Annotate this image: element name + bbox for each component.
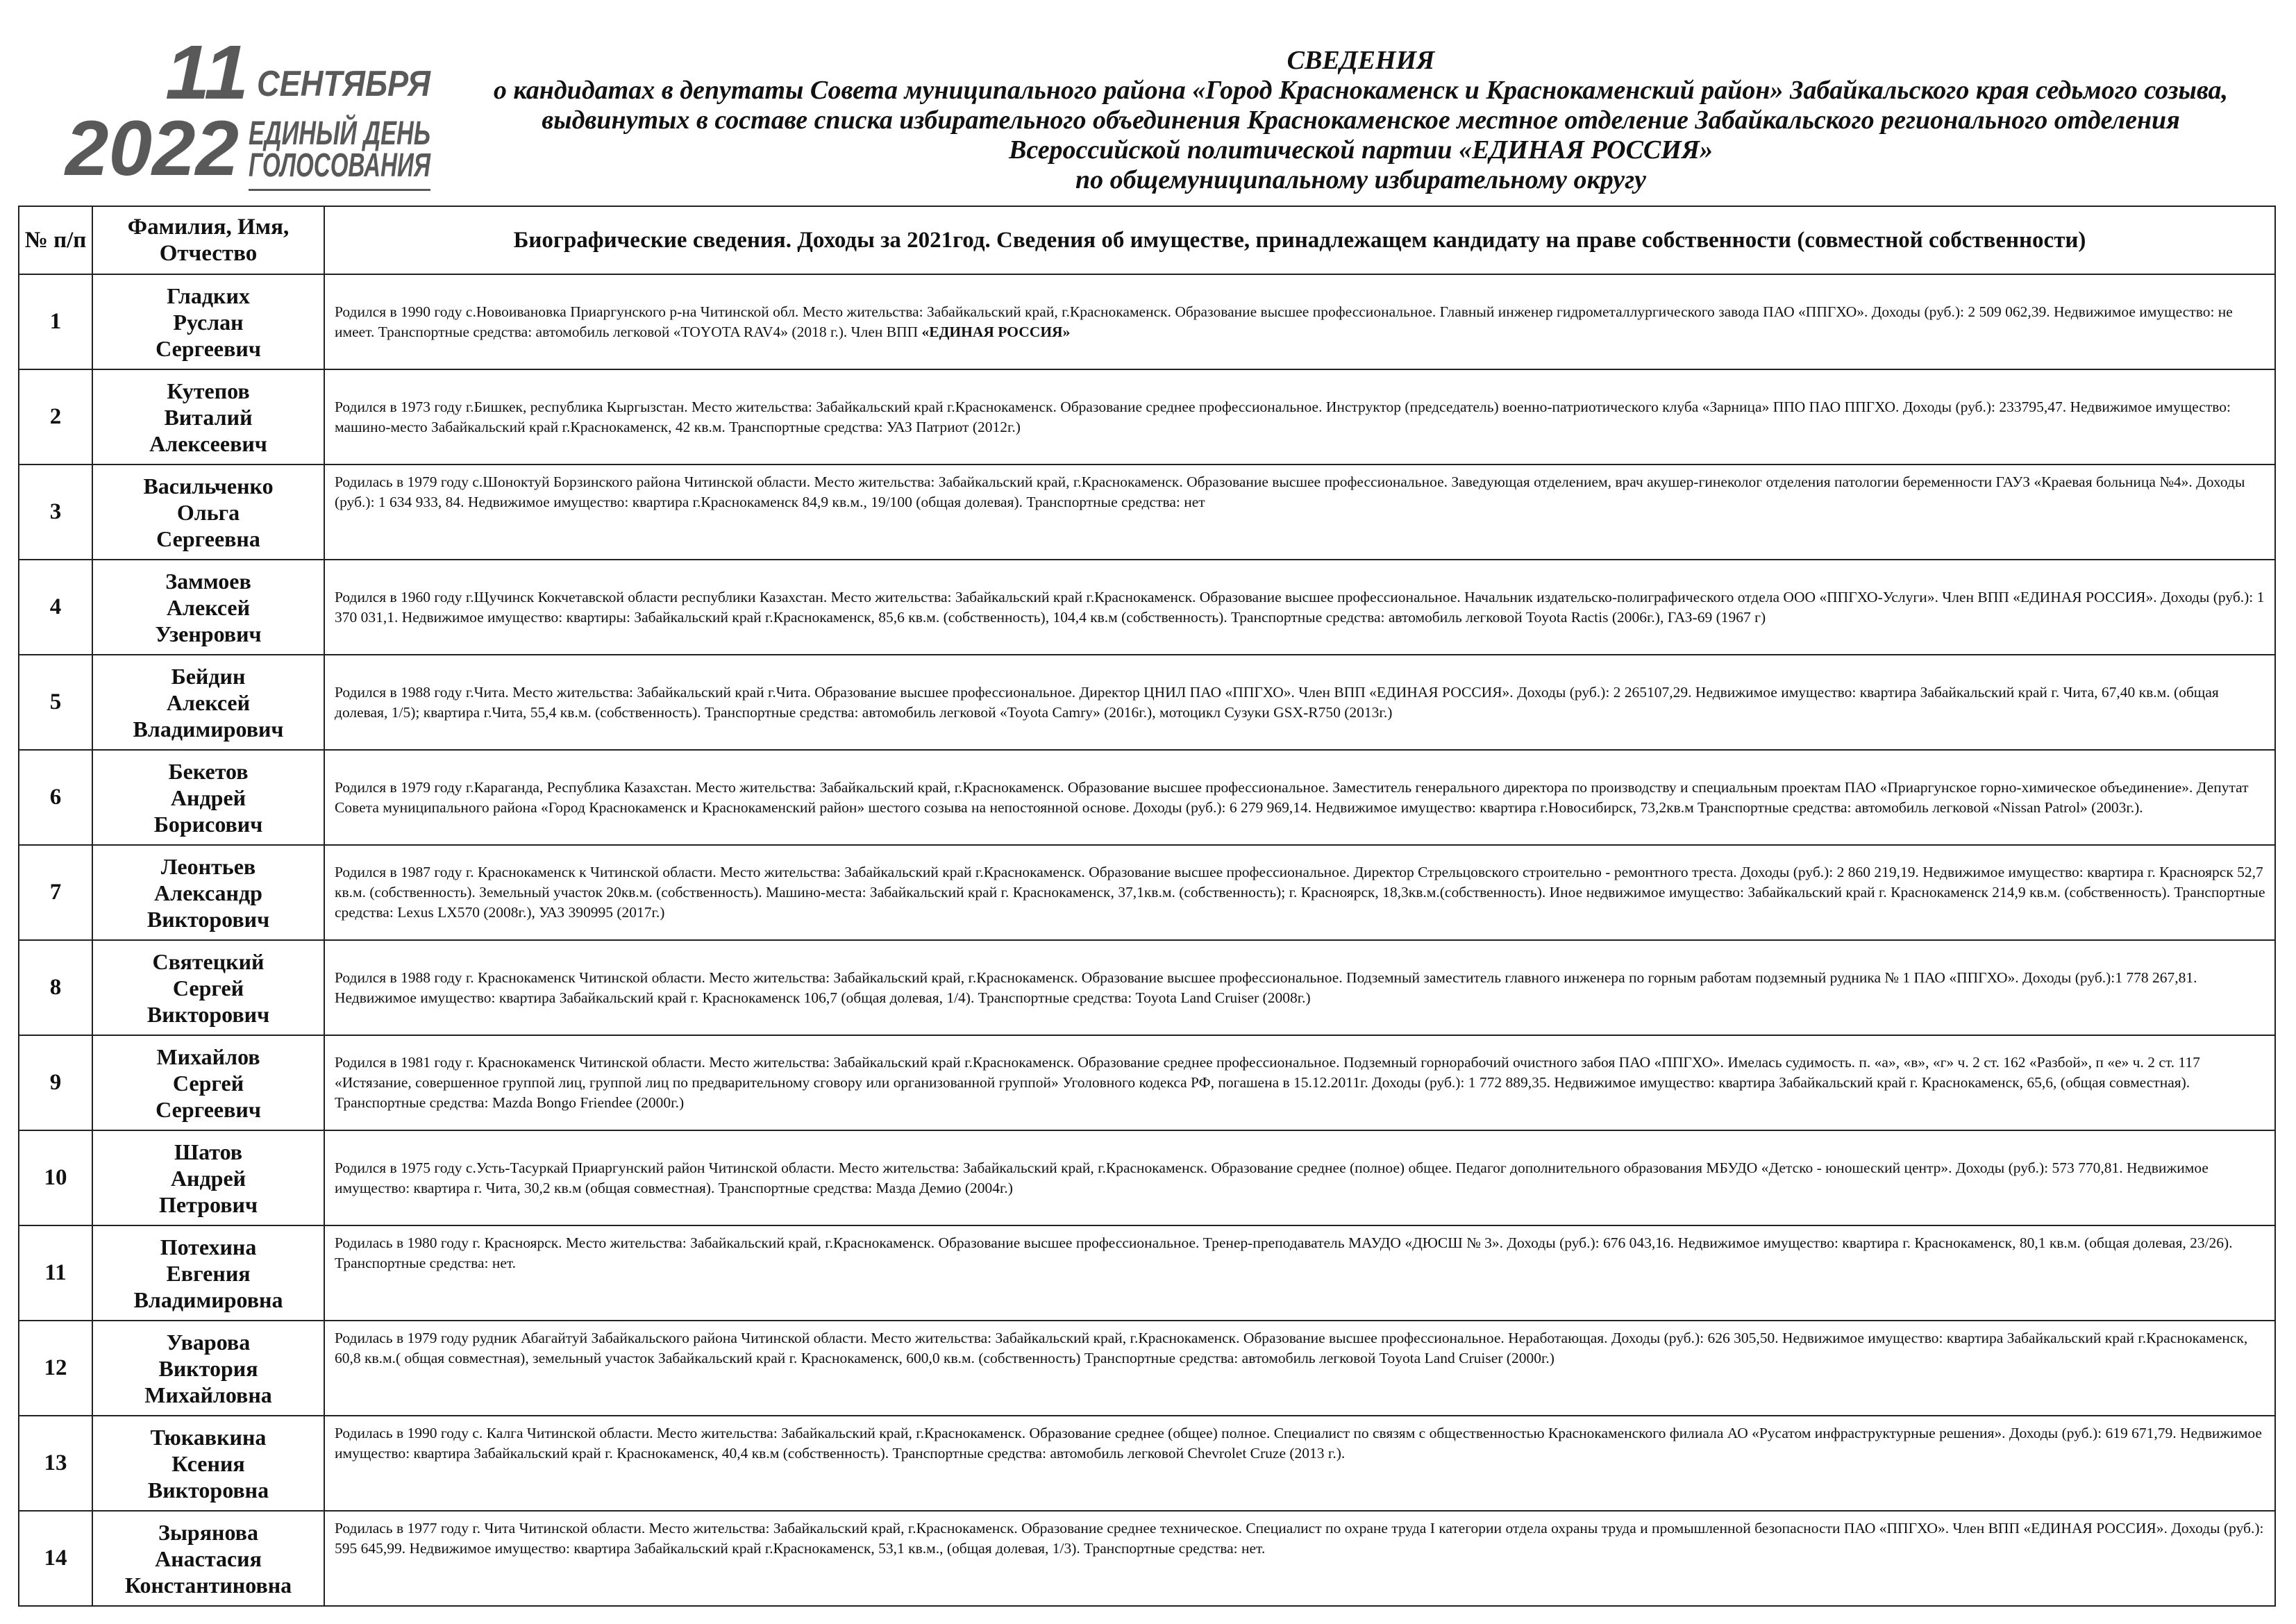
bio-text: Родилась в 1977 году г. Чита Читинской области. Место жительства: Забайкальский край, г.Краснокаменск. Образование среднее техническое. Специалист по охране труда I категории отдела охраны труда и промышленной безопасности ПАО «ППГХО». Член ВПП «ЕДИНАЯ РОССИЯ». Доходы (руб.): 595 645,99. Недвижимое имущество: квартира Забайкальский край г.Краснокаменск, 53,1 кв.м., (общая долевая, 1/3). Транспортные средства: нет. (335, 1520, 2264, 1557)
row-number: 2 (19, 369, 92, 464)
election-day-logo (61, 30, 504, 201)
candidate-middle-name: Викторович (146, 906, 270, 932)
bio-text: Родилась в 1990 году с. Калга Читинской области. Место жительства: Забайкальский край, г.Краснокаменск. Образование среднее (общее) полное. Специалист по связям с общественностью Краснокаменского филиала АО «Русатом инфраструктурные решения». Доходы (руб.): 619 671,79. Недвижимое имущество: квартира Забайкальский край г. Краснокаменск, 40,4 кв.м (собственность). Транспортные средства: автомобиль легковой Chevrolet Cruze (2013 г.). (335, 1425, 2262, 1462)
candidate-name (92, 655, 324, 750)
header-name: Фамилия, Имя, Отчество (92, 206, 324, 274)
candidate-first-name: Виктория (158, 1355, 258, 1381)
candidate-first-name: Сергей (172, 1070, 244, 1096)
row-number: 4 (19, 560, 92, 655)
candidate-first-name: Алексей (166, 594, 251, 620)
candidate-bio (324, 1225, 2275, 1321)
candidate-last-name: Тюкавкина (150, 1424, 267, 1450)
candidate-first-name: Евгения (166, 1260, 251, 1286)
candidate-first-name: Андрей (170, 785, 246, 810)
row-number: 14 (19, 1511, 92, 1606)
candidate-middle-name: Викторович (146, 1001, 270, 1027)
bio-text: Родился в 1990 году с.Новоивановка Приаргунского р-на Читинской обл. Место жительства: Забайкальский край, г.Краснокаменск. Образование высшее профессиональное. Главный инженер гидрометаллургического завода ПАО «ППГХО». Доходы (руб.): 2 509 062,39. Недвижимое имущество: не имеет. Транспортные средства: автомобиль легковой «TOYOTA RAV4» (2018 г.). Член ВПП (335, 303, 2233, 340)
candidate-first-name: Андрей (170, 1165, 246, 1191)
table-row (19, 369, 2275, 464)
candidate-name (92, 940, 324, 1035)
row-number: 13 (19, 1416, 92, 1511)
candidate-last-name: Михайлов (156, 1044, 260, 1069)
table-row (19, 560, 2275, 655)
candidate-last-name: Бейдин (171, 663, 246, 689)
candidate-first-name: Руслан (173, 309, 244, 335)
logo-month: СЕНТЯБРЯ (257, 64, 431, 104)
logo-line1: ЕДИНЫЙ ДЕНЬ (249, 115, 504, 152)
candidate-bio (324, 940, 2275, 1035)
candidate-middle-name: Петрович (159, 1191, 258, 1217)
row-number: 12 (19, 1321, 92, 1416)
header-num: № п/п (19, 206, 92, 274)
candidate-first-name: Алексей (166, 689, 251, 715)
candidate-name (92, 560, 324, 655)
candidate-last-name: Потехина (160, 1234, 257, 1259)
candidate-last-name: Гладких (167, 283, 250, 308)
bio-text: Родился в 1988 году г. Краснокаменск Читинской области. Место жительства: Забайкальский край, г.Краснокаменск. Образование высшее профессиональное. Подземный заместитель главного инженера по горным работам подземный рудника № 1 ПАО «ППГХО». Доходы (руб.):1 778 267,81. Недвижимое имущество: квартира Забайкальский край г. Краснокаменск 106,7 (общая долевая, 1/4). Транспортные средства: Toyota Land Cruiser (2008г.) (335, 969, 2197, 1006)
bio-text: Родилась в 1979 году рудник Абагайтуй Забайкальского района Читинской области. Место жительства: Забайкальский край, г.Краснокаменск. Образование высшее профессиональное. Неработающая. Доходы (руб.): 626 305,50. Недвижимое имущество: квартира Забайкальский край г.Краснокаменск, 60,8 кв.м.( общая совместная), земельный участок Забайкальский край г. Краснокаменск, 600,0 кв.м. (собственность) Транспортные средства: автомобиль легковой Toyota Land Cruiser (2000г.) (335, 1330, 2248, 1366)
header-line-2: выдвинутых в составе списка избирательного объединения Краснокаменское местное отделение Забайкальского регионального отделения (542, 106, 2180, 135)
bio-text: Родился в 1988 году г.Чита. Место жительства: Забайкальский край г.Чита. Образование высшее профессиональное. Директор ЦНИЛ ПАО «ППГХО». Член ВПП «ЕДИНАЯ РОССИЯ». Доходы (руб.): 2 265107,29. Недвижимое имущество: квартира Забайкальский край г. Чита, 67,40 кв.м. (общая долевая, 1/5); квартира г.Чита, 55,4 кв.м. (собственность). Транспортные средства: автомобиль легковой «Toyota Camry» (2016г.), мотоцикл Сузуки GSX-R750 (2013г.) (335, 683, 2219, 721)
document-header (458, 46, 2263, 195)
header-line-3: Всероссийской политической партии «ЕДИНАЯ РОССИЯ» (1008, 135, 1713, 165)
candidate-bio (324, 560, 2275, 655)
row-number: 5 (19, 655, 92, 750)
candidate-name (92, 1130, 324, 1225)
logo-day: 11 (165, 30, 249, 115)
logo-line2: ГОЛОСОВАНИЯ (249, 147, 431, 184)
candidate-name (92, 1511, 324, 1606)
row-number: 6 (19, 750, 92, 845)
header-line-4: по общемуниципальному избирательному округу (1075, 165, 1647, 194)
table-body (19, 274, 2275, 1606)
candidate-name (92, 845, 324, 940)
header-line-1: о кандидатах в депутаты Совета муниципального района «Город Краснокаменск и Краснокаменский район» Забайкальского края седьмого созыва, (493, 76, 2229, 105)
candidate-name (92, 369, 324, 464)
row-number: 7 (19, 845, 92, 940)
candidate-middle-name: Владимирович (133, 716, 284, 742)
candidate-middle-name: Владимировна (133, 1287, 283, 1312)
logo-underline (249, 189, 430, 191)
candidate-name (92, 274, 324, 369)
candidate-last-name: Шатов (174, 1139, 243, 1164)
candidate-bio (324, 464, 2275, 560)
candidate-middle-name: Алексеевич (149, 430, 267, 456)
candidates-table (18, 206, 2276, 1607)
candidate-bio (324, 369, 2275, 464)
table-row (19, 1321, 2275, 1416)
row-number: 1 (19, 274, 92, 369)
candidate-last-name: Бекетов (168, 758, 249, 784)
table-row (19, 464, 2275, 560)
candidate-first-name: Ксения (171, 1450, 245, 1476)
candidate-bio (324, 1321, 2275, 1416)
bio-text: Родился в 1960 году г.Щучинск Кокчетавской области республики Казахстан. Место жительства: Забайкальский край г.Краснокаменск. Образование высшее профессиональное. Начальник издательско-полиграфического отдела ООО «ППГХО-Услуги». Член ВПП «ЕДИНАЯ РОССИЯ». Доходы (руб.): 1 370 031,1. Недвижимое имущество: квартиры: Забайкальский край г.Краснокаменск, 85,6 кв.м. (собственность), 104,4 кв.м (собственность). Транспортные средства: автомобиль легковой Toyota Ractis (2006г.), ГАЗ-69 (1967 г) (335, 588, 2265, 626)
candidate-bio (324, 750, 2275, 845)
bio-party-bold: «ЕДИНАЯ РОССИЯ» (921, 323, 1071, 340)
bio-text: Родилась в 1979 году с.Шоноктуй Борзинского района Читинской области. Место жительства: Забайкальский край, г.Краснокаменск. Образование высшее профессиональное. Заведующая отделением, врач акушер-гинеколог отделения патологии беременности ГАУЗ «Краевая больница №4». Доходы (руб.): 1 634 933, 84. Недвижимое имущество: квартира г.Краснокаменск 84,9 кв.м., 19/100 (общая долевая). Транспортные средства: нет (335, 474, 2245, 510)
candidate-last-name: Святецкий (152, 948, 265, 974)
candidate-first-name: Анастасия (155, 1546, 262, 1571)
table-row (19, 274, 2275, 369)
document-title: СВЕДЕНИЯ (1287, 46, 1435, 75)
table-row (19, 940, 2275, 1035)
candidate-last-name: Васильченко (143, 473, 274, 499)
candidate-middle-name: Михайловна (144, 1382, 272, 1407)
bio-text: Родился в 1979 году г.Караганда, Республика Казахстан. Место жительства: Забайкальский край, г.Краснокаменск. Образование высшее профессиональное. Заместитель генерального директора по производству и специальным проектам ПАО «Приаргунское горно-химическое объединение». Депутат Совета муниципального района «Город Краснокаменск и Краснокаменский район» шестого созыва на непостоянной основе. Доходы (руб.): 6 279 969,14. Недвижимое имущество: квартира г.Новосибирск, 73,2кв.м Транспортные средства: автомобиль легковой «Nissan Patrol» (2003г.). (335, 778, 2249, 816)
candidate-first-name: Ольга (176, 499, 240, 525)
candidate-middle-name: Константиновна (124, 1572, 292, 1598)
candidate-bio (324, 1416, 2275, 1511)
table-row (19, 1511, 2275, 1606)
candidate-middle-name: Викторовна (147, 1477, 269, 1502)
logo-year: 2022 (63, 105, 239, 192)
table-row (19, 1035, 2275, 1130)
candidate-name (92, 1035, 324, 1130)
candidate-name (92, 464, 324, 560)
candidate-bio (324, 845, 2275, 940)
header-bio: Биографические сведения. Доходы за 2021год. Сведения об имуществе, принадлежащем кандидату на праве собственности (совместной собственности) (324, 206, 2275, 274)
bio-text: Родился в 1981 году г. Краснокаменск Читинской области. Место жительства: Забайкальский край г.Краснокаменск. Образование среднее профессиональное. Подземный горнорабочий очистного забоя ПАО «ППГХО». Имелась судимость. п. «а», «в», «г» ч. 2 ст. 162 «Разбой», п «е» ч. 2 ст. 117 «Истязание, совершенное группой лиц, группой лиц по предварительному сговору или организованной группой» Уголовного кодекса РФ, погашена в 15.12.2011г. Доходы (руб.): 1 772 889,35. Недвижимое имущество: квартира Забайкальский край г. Краснокаменск, 65,6, (общая совместная). Транспортные средства: Mazda Bongo Friendee (2000г.) (335, 1054, 2200, 1111)
table-row (19, 1416, 2275, 1511)
candidate-bio (324, 1511, 2275, 1606)
row-number: 11 (19, 1225, 92, 1321)
bio-text: Родилась в 1980 году г. Красноярск. Место жительства: Забайкальский край, г.Краснокаменск. Образование высшее профессиональное. Тренер-преподаватель МАУДО «ДЮСШ № 3». Доходы (руб.): 676 043,16. Недвижимое имущество: квартира г. Краснокаменск, 80,1 кв.м. (общая долевая, 23/26). Транспортные средства: нет. (335, 1234, 2233, 1271)
candidate-last-name: Уварова (166, 1329, 251, 1355)
row-number: 9 (19, 1035, 92, 1130)
candidate-name (92, 1321, 324, 1416)
candidate-last-name: Зырянова (158, 1519, 258, 1545)
bio-text: Родился в 1987 году г. Краснокаменск к Читинской области. Место жительства: Забайкальский край г.Краснокаменск. Образование высшее профессиональное. Директор Стрельцовского строительно - ремонтного треста. Доходы (руб.): 2 860 219,19. Недвижимое имущество: квартира г. Красноярск 52,7 кв.м. (собственность). Земельный участок 20кв.м. (собственность). Машино-места: Забайкальский край г. Краснокаменск, 37,1кв.м. (собственность); г. Красноярск, 18,3кв.м.(собственность). Иное недвижимое имущество: Забайкальский край г. Краснокаменск 214,9 кв.м. (собственность). Транспортные средства: Lexus LX570 (2008г.), УАЗ 390995 (2017г.) (335, 864, 2265, 921)
bio-text: Родился в 1975 году с.Усть-Тасуркай Приаргунский район Читинской области. Место жительства: Забайкальский край, г.Краснокаменск. Образование среднее (полное) общее. Педагог дополнительного образования МБУДО «Детско - юношеский центр». Доходы (руб.): 573 770,81. Недвижимое имущество: квартира г. Чита, 30,2 кв.м (общая совместная). Транспортные средства: Мазда Демио (2004г.) (335, 1159, 2209, 1196)
candidate-last-name: Заммоев (165, 568, 251, 594)
candidate-middle-name: Сергеевич (156, 1096, 261, 1122)
table-header-row (19, 206, 2275, 274)
candidate-middle-name: Сергеевна (156, 526, 260, 551)
candidate-bio (324, 1035, 2275, 1130)
candidate-middle-name: Сергеевич (156, 335, 261, 361)
table-row (19, 1130, 2275, 1225)
candidate-middle-name: Борисович (153, 811, 263, 837)
candidate-middle-name: Узенрович (155, 621, 262, 646)
candidate-bio (324, 274, 2275, 369)
logo-graphic (61, 30, 504, 201)
row-number: 3 (19, 464, 92, 560)
table-row (19, 1225, 2275, 1321)
candidate-first-name: Виталий (164, 404, 253, 430)
candidate-name (92, 1416, 324, 1511)
candidate-name (92, 1225, 324, 1321)
row-number: 8 (19, 940, 92, 1035)
candidate-last-name: Леонтьев (160, 853, 256, 879)
candidate-name (92, 750, 324, 845)
candidate-first-name: Александр (154, 880, 262, 905)
candidate-bio (324, 1130, 2275, 1225)
table-row (19, 655, 2275, 750)
candidate-bio (324, 655, 2275, 750)
table-row (19, 845, 2275, 940)
candidate-last-name: Кутепов (167, 378, 250, 403)
table-row (19, 750, 2275, 845)
bio-text: Родился в 1973 году г.Бишкек, республика Кыргызстан. Место жительства: Забайкальский край г.Краснокаменск. Образование среднее профессиональное. Инструктор (председатель) военно-патриотического клуба «Зарница» ППО ПАО ППГХО. Доходы (руб.): 233795,47. Недвижимое имущество: машино-место Забайкальский край г.Краснокаменск, 42 кв.м. Транспортные средства: УАЗ Патриот (2012г.) (335, 398, 2231, 435)
candidate-first-name: Сергей (172, 975, 244, 1001)
row-number: 10 (19, 1130, 92, 1225)
